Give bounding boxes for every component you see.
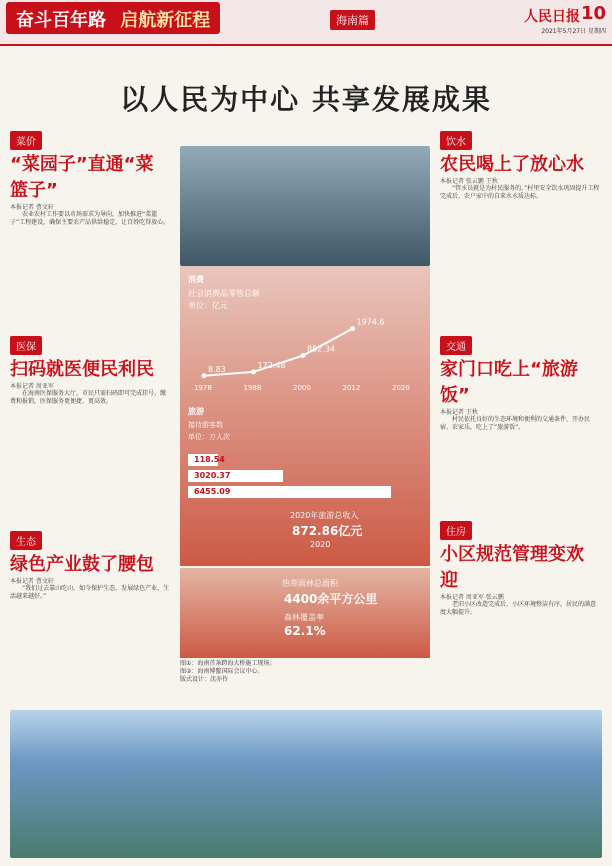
poverty-unit: 单位：万人次 (188, 433, 230, 441)
x-tick-label: 2020 (392, 384, 410, 392)
stat-total-label: 2020年旅游总收入 (290, 511, 359, 520)
caption-block (180, 660, 430, 684)
page-headline: 以人民为中心 共享发展成果 (120, 83, 492, 116)
paper-logo: 人民日报 (524, 9, 580, 25)
byline-housing: 本报记者 周亚军 张云鹏 (440, 594, 504, 601)
article-title-housing: 小区规范管理变欢迎 (440, 544, 584, 591)
x-tick-label: 2012 (342, 384, 361, 392)
byline-food: 本报记者 曹文轩 (10, 204, 54, 211)
section-label-food: 菜价 (10, 131, 42, 150)
article-food (10, 130, 170, 227)
line-point (202, 373, 207, 378)
article-tourism (440, 335, 600, 432)
article-body-eco: “我们过去靠山吃山，如今保护生态，发展绿色产业，生活越来越好。” (10, 585, 170, 600)
line-value-label: 8.83 (208, 364, 226, 374)
byline-eco: 本报记者 曹文轩 (10, 578, 54, 585)
article-body-health: 在海南医保服务大厅，市民只需扫码即可完成挂号、缴费和报销，医保服务更便捷、更高效。 (10, 390, 167, 405)
article-housing (440, 520, 600, 617)
article-health (10, 335, 170, 406)
banner-title-2: 启航新征程 (120, 10, 211, 31)
banner-title (6, 2, 220, 34)
article-title-eco: 绿色产业鼓了腰包 (10, 554, 154, 575)
x-tick-label: 1988 (243, 384, 262, 392)
section-label-housing: 住房 (440, 521, 472, 540)
gdp-unit: 单位：亿元 (188, 301, 228, 310)
article-title-health: 扫码就医便民利民 (10, 359, 154, 380)
line-value-label: 172.48 (257, 360, 286, 370)
caption-center: 图①：海南首条跨海大桥施工现场。 (180, 660, 276, 667)
line-point (251, 369, 256, 374)
line-point (350, 326, 355, 331)
page-number: 10 (580, 3, 606, 24)
rocket-panel (180, 568, 430, 658)
banner-title-1: 奋斗百年路 (16, 10, 106, 31)
section-label-water: 饮水 (440, 131, 472, 150)
poverty-title: 旅游 (188, 407, 204, 416)
stat-tropical-value: 4400余平方公里 (284, 592, 378, 606)
article-body-water: “管水员就是为村民服务的。”村里安全饮水巩固提升工程完成后，农户家中的自来水水质达标。 (440, 185, 600, 200)
stat-year: 2020 (310, 540, 331, 549)
stat-total-value: 872.86亿元 (292, 524, 363, 538)
x-tick-label: 2000 (293, 384, 311, 392)
publish-date: 2021年5月27日 星期四 (541, 28, 606, 35)
article-body-housing: 老旧小区改造完成后，小区环境整洁有序，居民的满意度大幅提升。 (440, 601, 597, 616)
line-chart (188, 312, 418, 392)
gdp-subtitle: 社会消费品零售总额 (188, 289, 260, 298)
x-tick-label: 1978 (194, 384, 212, 392)
stat-forest-label: 森林覆盖率 (284, 613, 324, 622)
caption-credit: 版式设计：沈亦伶 (180, 676, 229, 683)
section-label-health: 医保 (10, 336, 42, 355)
byline-health: 本报记者 周亚军 (10, 383, 54, 390)
byline-tourism: 本报记者 王秋 (440, 409, 478, 416)
infographic-panel (180, 266, 430, 566)
line-value-label: 852.34 (307, 344, 335, 354)
line-value-label: 1974.6 (356, 317, 385, 327)
stat-forest-value: 62.1% (284, 624, 326, 638)
poverty-subtitle: 接待游客数 (188, 421, 223, 429)
bar-2016: 3020.37 (188, 470, 283, 482)
line-point (301, 353, 306, 358)
factory-photo (180, 146, 430, 266)
aerial-photo (10, 710, 602, 858)
article-title-water: 农民喝上了放心水 (440, 154, 584, 175)
banner-subtitle: 海南篇 (330, 10, 375, 30)
caption-bottom: 图②：海南博鳌国际会议中心。 (180, 668, 264, 675)
article-title-food: “菜园子”直通“菜篮子” (10, 154, 154, 201)
bar-2019: 6455.09 (188, 486, 391, 498)
byline-water: 本报记者 张云鹏 王秋 (440, 178, 498, 185)
stat-tropical-label: 热带雨林总面积 (282, 579, 338, 588)
article-water (440, 130, 600, 201)
article-body-food: 农业农村工作要以市场需求为导向，加快推进“菜篮子”工程建设，确保主要农产品供给稳定，让百姓吃得放心。 (10, 211, 170, 226)
section-label-tourism: 交通 (440, 336, 472, 355)
bar-2012: 118.54 (188, 454, 218, 466)
gdp-title: 消费 (188, 275, 204, 284)
article-eco (10, 530, 170, 601)
article-title-tourism: 家门口吃上“旅游饭” (440, 359, 578, 406)
section-label-eco: 生态 (10, 531, 42, 550)
article-body-tourism: 村民依托良好的生态环境和便利的交通条件，开办民宿、农家乐，吃上了“旅游饭”。 (440, 416, 591, 431)
